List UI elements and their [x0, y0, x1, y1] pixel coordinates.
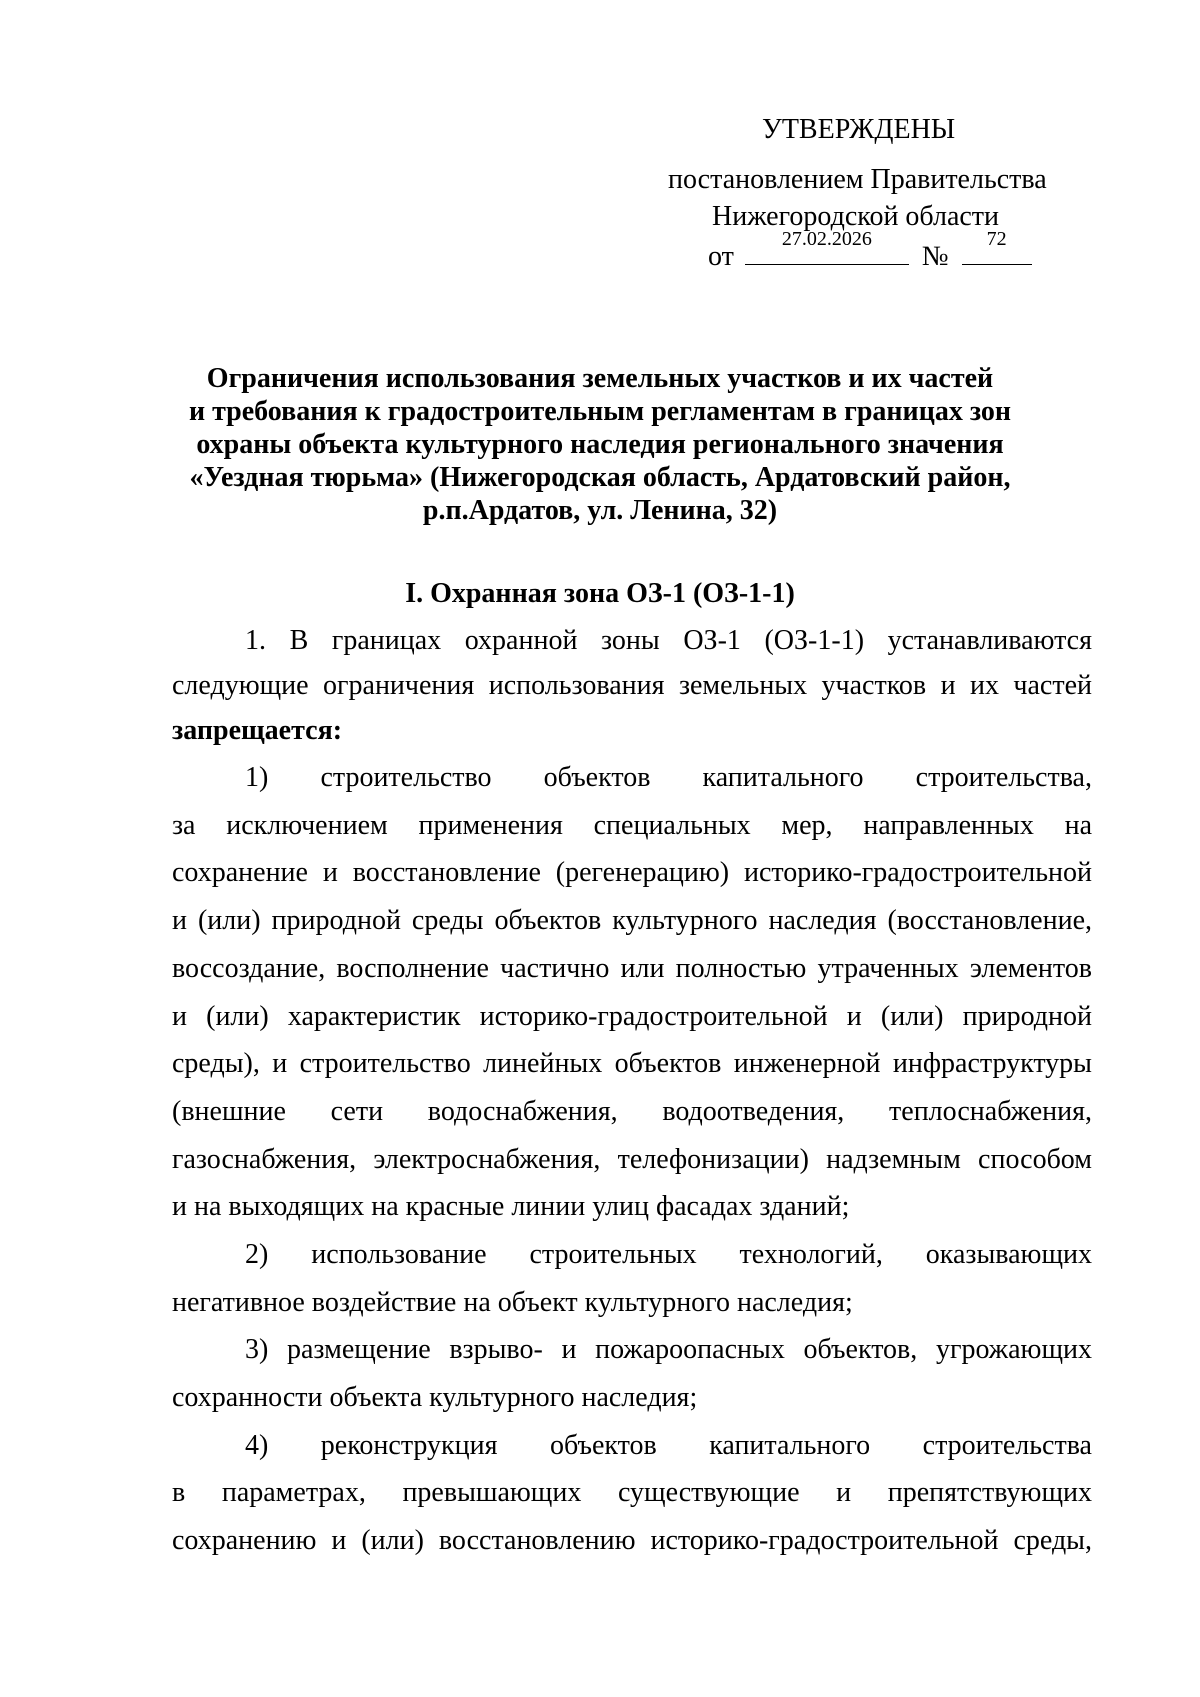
decree-line: постановлением Правительства [668, 164, 1047, 195]
paragraph-line: и (или) характеристик историко-градостроительной и (или) природной [172, 1001, 1092, 1032]
paragraph-line: негативное воздействие на объект культурного наследия; [172, 1287, 853, 1318]
date-prefix: от [708, 241, 734, 272]
title-line: охраны объекта культурного наследия регионального значения [196, 429, 1004, 460]
paragraph-line: сохранение и восстановление (регенерацию) историко-градостроительной [172, 857, 1092, 888]
decree-date-line [708, 228, 1032, 275]
section-heading: I. Охранная зона ОЗ-1 (ОЗ-1-1) [405, 578, 795, 609]
paragraph-line: среды), и строительство линейных объектов инженерной инфраструктуры [172, 1048, 1092, 1079]
paragraph-line: за исключением применения специальных мер, направленных на [172, 810, 1092, 841]
paragraph-line: и на выходящих на красные линии улиц фасадах зданий; [172, 1191, 850, 1222]
paragraph-line: 4) реконструкция объектов капитального строительства [245, 1430, 1092, 1461]
number-field [962, 228, 1032, 265]
paragraph-line: 1. В границах охранной зоны ОЗ-1 (ОЗ-1-1) устанавливаются [245, 625, 1092, 656]
paragraph-line: сохранению и (или) восстановлению историко-градостроительной среды, [172, 1525, 1092, 1556]
paragraph-line: запрещается: [172, 715, 343, 746]
paragraph-line: следующие ограничения использования земельных участков и их частей [172, 670, 1092, 701]
paragraph-line: сохранности объекта культурного наследия; [172, 1382, 698, 1413]
paragraph-line: в параметрах, превышающих существующие и препятствующих [172, 1477, 1092, 1508]
paragraph-line: 3) размещение взрыво- и пожароопасных объектов, угрожающих [245, 1334, 1092, 1365]
approved-label: УТВЕРЖДЕНЫ [762, 114, 956, 145]
number-sign: № [921, 241, 949, 272]
paragraph-line: газоснабжения, электроснабжения, телефонизации) надземным способом [172, 1144, 1092, 1175]
document-title [150, 362, 1050, 527]
date-field [745, 228, 909, 265]
title-line: «Уездная тюрьма» (Нижегородская область, Ардатовский район, [189, 462, 1011, 493]
paragraph-line: 2) использование строительных технологий, оказывающих [245, 1239, 1092, 1270]
region-line: Нижегородской области [712, 201, 1000, 232]
title-line: р.п.Ардатов, ул. Ленина, 32) [422, 495, 778, 526]
title-line: и требования к градостроительным регламентам в границах зон [188, 396, 1012, 427]
paragraph-line: и (или) природной среды объектов культурного наследия (восстановление, [172, 905, 1092, 936]
paragraph-line: воссоздание, восполнение частично или полностью утраченных элементов [172, 953, 1092, 984]
paragraph-line: (внешние сети водоснабжения, водоотведения, теплоснабжения, [172, 1096, 1092, 1127]
paragraph-line: 1) строительство объектов капитального строительства, [245, 762, 1092, 793]
number-value: 72 [986, 228, 1007, 250]
date-value: 27.02.2026 [781, 228, 872, 250]
title-line: Ограничения использования земельных участков и их частей [206, 363, 994, 394]
